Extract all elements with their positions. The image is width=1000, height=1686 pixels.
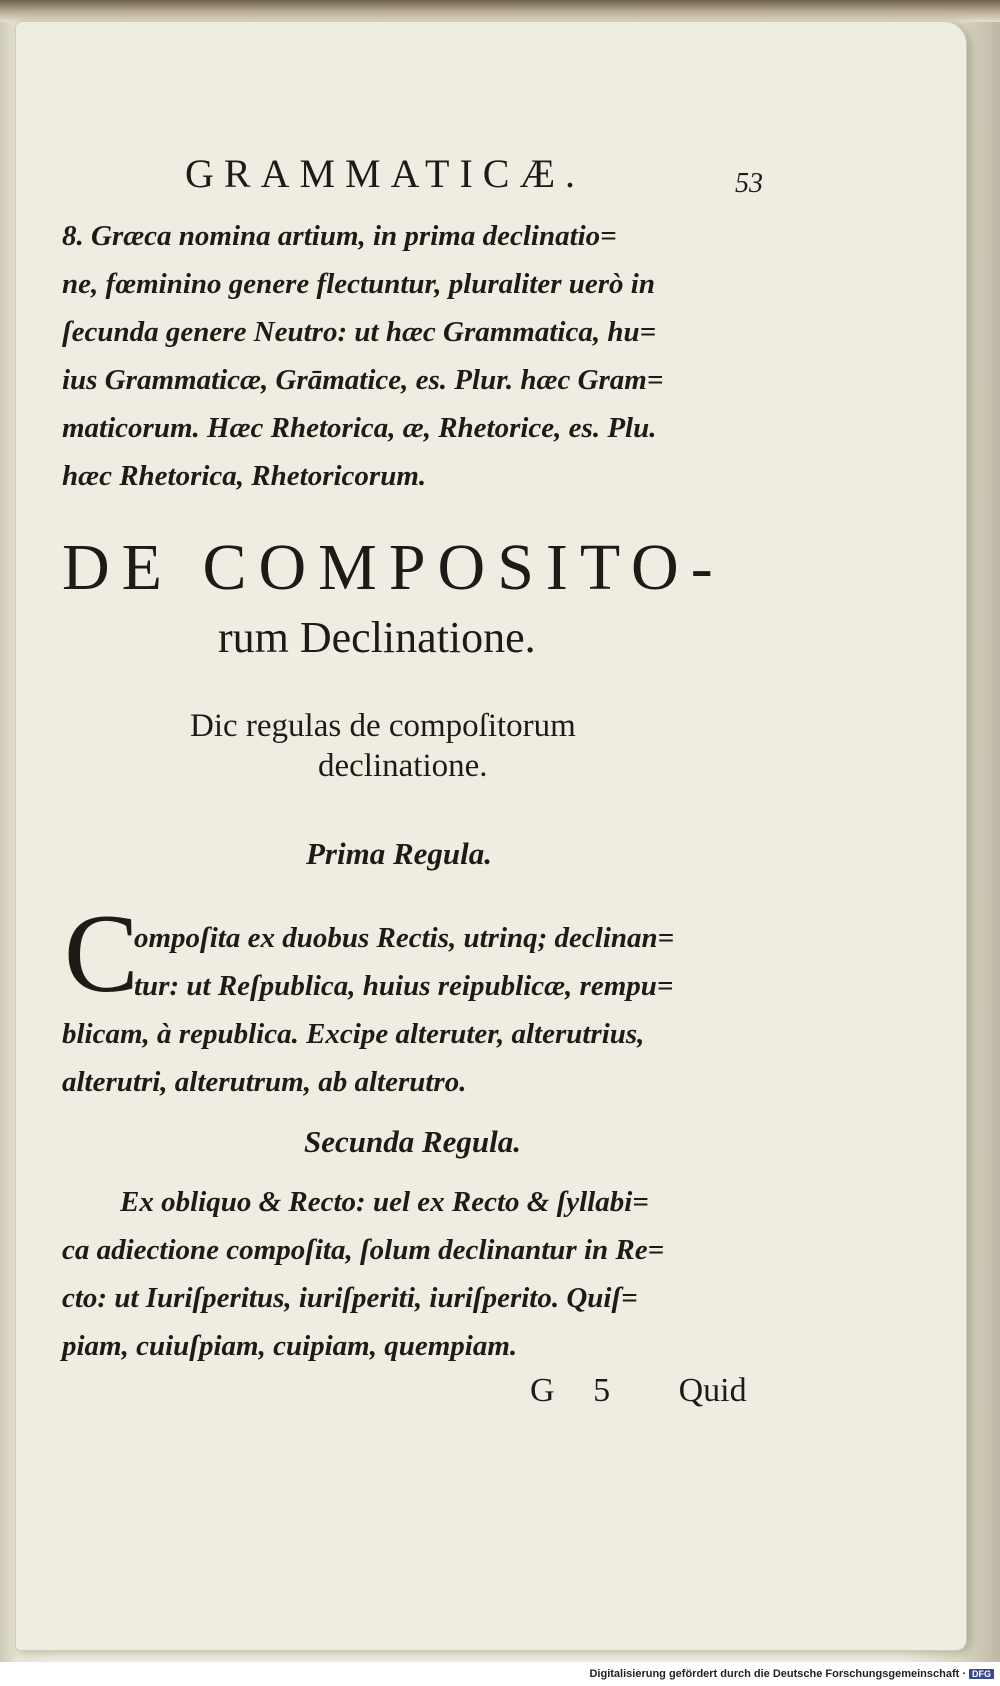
secunda-regula-heading: Secunda Regula. bbox=[304, 1124, 522, 1159]
text-line: ſecunda genere Neutro: ut hæc Grammatica, hu= bbox=[62, 316, 657, 348]
text-line: ius Grammaticæ, Grāmatice, es. Plur. hæc Gram= bbox=[62, 364, 664, 396]
footer-text: Digitalisierung gefördert durch die Deutsche Forschungsgemeinschaft · bbox=[589, 1668, 966, 1680]
page-number: 53 bbox=[735, 168, 763, 199]
question-line1: Dic regulas de compoſitorum bbox=[190, 708, 576, 744]
signature-letter: G bbox=[530, 1372, 555, 1409]
binding-shadow bbox=[0, 0, 1000, 22]
drop-cap: C bbox=[64, 892, 139, 1016]
rule-8-paragraph bbox=[62, 212, 782, 500]
question-line2: declinatione. bbox=[318, 748, 488, 784]
text-line: ne, fœminino genere flectuntur, pluraliter uerò in bbox=[62, 268, 655, 300]
text-line: tur: ut Reſpublica, huius reipublicæ, rempu= bbox=[134, 970, 674, 1002]
text-line: blicam, à republica. Excipe alteruter, alterutrius, bbox=[62, 1018, 645, 1050]
text-line: Ex obliquo & Recto: uel ex Recto & ſyllabi= bbox=[120, 1186, 649, 1218]
dfg-logo-icon[interactable]: DFG bbox=[969, 1669, 994, 1679]
section-title-line1: DE COMPOSITO- bbox=[62, 531, 725, 604]
text-line: alterutri, alterutrum, ab alterutro. bbox=[62, 1066, 467, 1098]
text-line: ca adiectione compoſita, ſolum declinantur in Re= bbox=[62, 1234, 665, 1266]
digitization-footer bbox=[589, 1668, 994, 1680]
prima-regula-heading: Prima Regula. bbox=[306, 836, 493, 871]
running-title: GRAMMATICÆ. bbox=[185, 151, 586, 196]
signature-number: 5 bbox=[593, 1372, 611, 1409]
section-title-line2: rum Declinatione. bbox=[218, 613, 536, 662]
text-line: piam, cuiuſpiam, cuipiam, quempiam. bbox=[62, 1330, 518, 1362]
signature-mark bbox=[530, 1372, 777, 1410]
catchword: Quid bbox=[678, 1372, 747, 1409]
text-line: maticorum. Hæc Rhetorica, æ, Rhetorice, es. Plu. bbox=[62, 412, 657, 444]
text-line: cto: ut Iuriſperitus, iuriſperiti, iuriſperito. Quiſ= bbox=[62, 1282, 638, 1314]
text-line: hæc Rhetorica, Rhetoricorum. bbox=[62, 460, 427, 492]
text-line: 8. Græca nomina artium, in prima declinatio= bbox=[62, 220, 617, 252]
prima-regula-paragraph bbox=[62, 914, 782, 1106]
secunda-regula-paragraph bbox=[62, 1178, 782, 1370]
text-line: ompoſita ex duobus Rectis, utrinq; declinan= bbox=[134, 922, 675, 954]
